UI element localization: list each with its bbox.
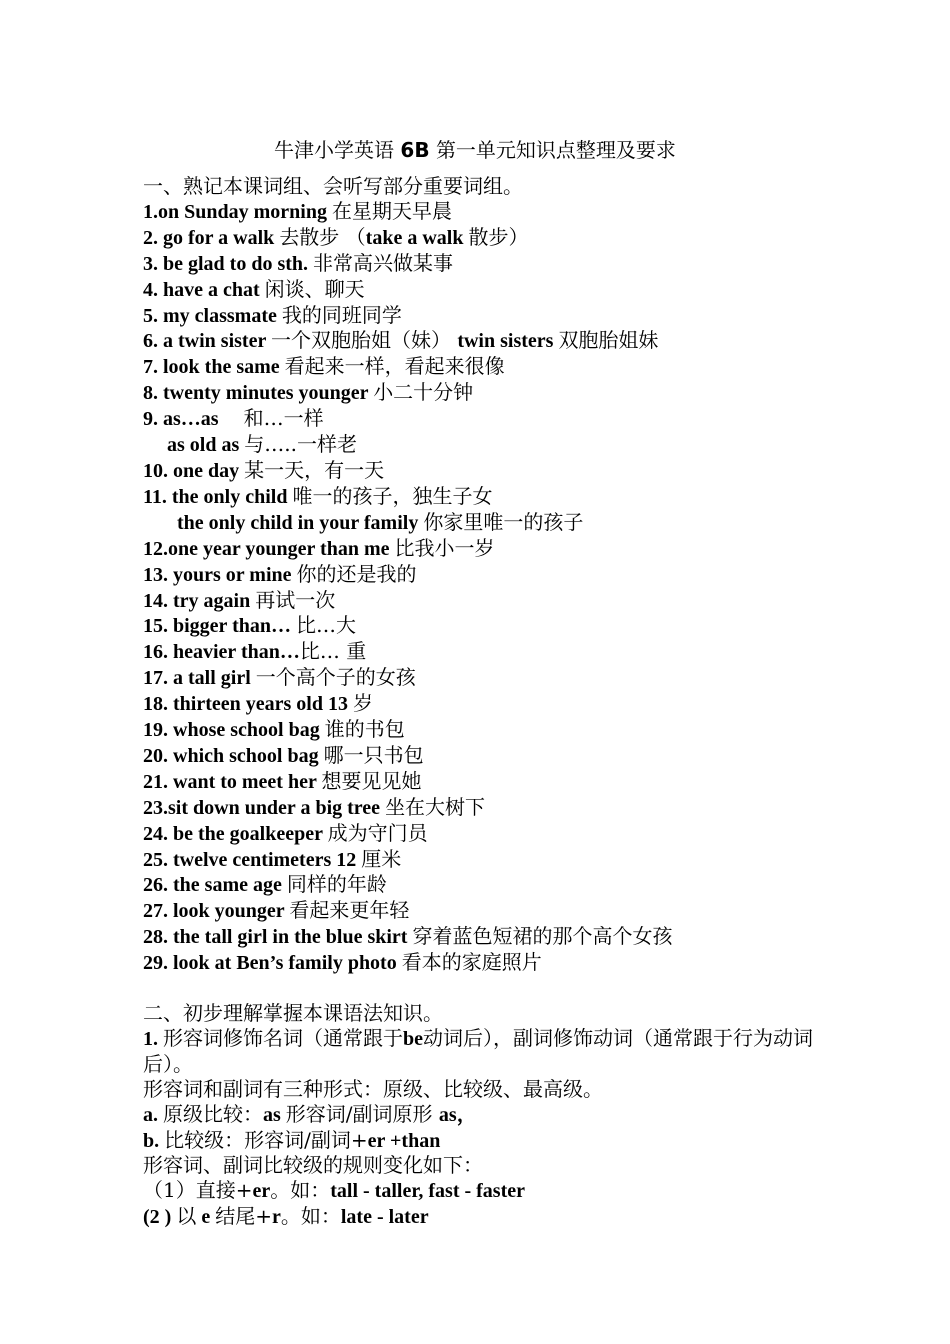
- vocab-translation: 双胞胎姐妹: [558, 328, 659, 353]
- vocab-phrase: 4. have a chat: [143, 278, 265, 301]
- grammar-positive-comparison: [143, 1102, 813, 1128]
- grammar-point-1-text-b: 动词后），副词修饰动词（通常跟于行为动词后）。: [143, 1025, 813, 1076]
- vocab-item: [143, 872, 813, 898]
- rule-2-text-b: 结尾+: [215, 1204, 272, 1229]
- vocab-translation: 去散步 （: [279, 224, 366, 249]
- vocab-translation: 我的同班同学: [281, 302, 402, 327]
- positive-form-text: 形容词/副词原形: [285, 1101, 439, 1126]
- vocab-item: [143, 898, 813, 924]
- label-b: b.: [143, 1129, 165, 1152]
- vocab-phrase: 12.one year younger than me: [143, 537, 395, 560]
- vocab-translation: 你的还是我的: [296, 561, 417, 586]
- vocab-item: [143, 432, 813, 458]
- vocab-phrase: take a walk: [365, 226, 469, 249]
- rule-1-er: er: [252, 1180, 271, 1203]
- vocab-phrase: 24. be the goalkeeper: [143, 822, 328, 845]
- vocab-translation: 某一天，有一天: [244, 457, 385, 482]
- vocab-phrase: the only child in your family: [177, 511, 424, 534]
- vocab-translation: 在星期天早晨: [331, 198, 452, 223]
- grammar-rule-2: [143, 1204, 813, 1230]
- vocab-translation: 非常高兴做某事: [313, 250, 454, 275]
- section1-heading: 一、熟记本课词组、会听写部分重要词组。: [143, 174, 523, 198]
- as-word-1: as: [263, 1103, 286, 1126]
- title-grade: 6B: [400, 138, 430, 162]
- vocab-phrase: 21. want to meet her: [143, 770, 322, 793]
- vocab-phrase: 29. look at Ben’s family photo: [143, 952, 402, 975]
- rule-2-number: (2 ): [143, 1206, 177, 1229]
- vocab-translation: 小二十分钟: [373, 380, 474, 405]
- vocab-item: [143, 380, 813, 406]
- vocab-phrase: 10. one day: [143, 459, 245, 482]
- vocab-translation: 穿着蓝色短裙的那个高个女孩: [412, 924, 673, 949]
- label-a: a.: [143, 1103, 163, 1126]
- vocab-translation: 看起来一样，看起来很像: [284, 354, 505, 379]
- vocab-list: [143, 199, 813, 976]
- vocab-translation: 成为守门员: [327, 820, 428, 845]
- grammar-point-1: [143, 1026, 813, 1077]
- vocab-item: [143, 562, 813, 588]
- title-post: 第一单元知识点整理及要求: [435, 138, 676, 162]
- er-than: er +than: [367, 1129, 441, 1152]
- vocab-item: [143, 458, 813, 484]
- vocab-translation: 谁的书包: [324, 717, 405, 742]
- vocab-phrase: 2. go for a walk: [143, 226, 280, 249]
- vocab-phrase: 3. be glad to do sth.: [143, 252, 314, 275]
- vocab-item: [143, 277, 813, 303]
- vocab-translation: 和…一样: [223, 406, 324, 431]
- vocab-item: [143, 950, 813, 976]
- rule-2-e: e: [196, 1206, 216, 1229]
- vocab-translation: 看起来更年轻: [289, 898, 410, 923]
- vocab-item: [143, 743, 813, 769]
- vocab-translation: 唯一的孩子，独生子女: [292, 483, 493, 508]
- vocab-item: [143, 406, 813, 432]
- positive-comparison-label: 原级比较：: [163, 1101, 263, 1126]
- vocab-phrase: twin sisters: [457, 330, 559, 353]
- vocab-phrase: 13. yours or mine: [143, 563, 297, 586]
- rule-1-examples: tall - taller, fast - faster: [330, 1180, 525, 1203]
- vocab-phrase: as old as: [167, 434, 245, 457]
- vocab-phrase: 16. heavier than…: [143, 641, 300, 664]
- vocab-item: [143, 354, 813, 380]
- vocab-item: [143, 251, 813, 277]
- vocab-item: [143, 484, 813, 510]
- rule-2-r: r: [271, 1206, 281, 1229]
- grammar-forms: 形容词和副词有三种形式：原级、比较级、最高级。: [143, 1076, 603, 1101]
- section-gap: [143, 976, 813, 1001]
- vocab-item: [143, 328, 813, 354]
- vocab-translation: 一个双胞胎姐（妹）: [270, 328, 458, 353]
- vocab-item: [143, 225, 813, 251]
- vocab-item: [143, 303, 813, 329]
- vocab-phrase: 6. a twin sister: [143, 330, 271, 353]
- vocab-item: [143, 821, 813, 847]
- vocab-phrase: 25. twelve centimeters 12: [143, 848, 362, 871]
- vocab-translation: 闲谈、聊天: [264, 276, 365, 301]
- vocab-translation: 比…大: [295, 613, 356, 638]
- vocab-item: [143, 795, 813, 821]
- grammar-point-1-number: 1.: [143, 1027, 163, 1050]
- document-body: [143, 174, 813, 1230]
- vocab-phrase: 23.sit down under a big tree: [143, 796, 386, 819]
- vocab-phrase: 15. bigger than…: [143, 615, 296, 638]
- vocab-item: [143, 665, 813, 691]
- vocab-phrase: 9. as…as: [143, 408, 224, 431]
- title-pre: 牛津小学英语: [274, 138, 395, 162]
- grammar-rule-1: [143, 1178, 813, 1204]
- section2-heading: 二、初步理解掌握本课语法知识。: [143, 1000, 443, 1025]
- vocab-phrase: 11. the only child: [143, 485, 293, 508]
- vocab-item: [143, 769, 813, 795]
- vocab-item: [143, 847, 813, 873]
- vocab-phrase: 5. my classmate: [143, 304, 282, 327]
- vocab-phrase: 18. thirteen years old 13: [143, 693, 353, 716]
- vocab-phrase: 26. the same age: [143, 874, 287, 897]
- vocab-translation: 看本的家庭照片: [401, 950, 542, 975]
- vocab-translation: 比我小一岁: [394, 535, 495, 560]
- vocab-phrase: 7. look the same: [143, 356, 285, 379]
- vocab-item: [143, 613, 813, 639]
- vocab-translation: 岁: [352, 691, 373, 716]
- vocab-phrase: 19. whose school bag: [143, 719, 325, 742]
- vocab-phrase: 20. which school bag: [143, 744, 324, 767]
- vocab-translation: 比… 重: [299, 639, 367, 664]
- vocab-phrase: 17. a tall girl: [143, 667, 256, 690]
- vocab-translation: 一个高个子的女孩: [255, 665, 416, 690]
- rule-2-example-label: 。如：: [280, 1204, 341, 1229]
- vocab-translation: 与…..一样老: [244, 432, 357, 457]
- vocab-translation: 再试一次: [255, 587, 336, 612]
- vocab-phrase: 8. twenty minutes younger: [143, 382, 374, 405]
- rule-1-label: （1）直接+: [143, 1178, 253, 1203]
- vocab-translation: 厘米: [361, 846, 402, 871]
- vocab-phrase: 1.on Sunday morning: [143, 200, 332, 223]
- vocab-item: [143, 588, 813, 614]
- vocab-item: [143, 536, 813, 562]
- vocab-phrase: 14. try again: [143, 589, 256, 612]
- page-title: [0, 137, 950, 163]
- as-word-2: as，: [438, 1103, 477, 1126]
- vocab-item: [143, 717, 813, 743]
- vocab-phrase: 28. the tall girl in the blue skirt: [143, 926, 413, 949]
- vocab-translation: 坐在大树下: [385, 794, 486, 819]
- vocab-item: [143, 639, 813, 665]
- vocab-phrase: 27. look younger: [143, 900, 290, 923]
- grammar-comparative: [143, 1128, 813, 1154]
- rule-2-examples: late - later: [340, 1206, 429, 1229]
- vocab-translation: 你家里唯一的孩子: [423, 509, 584, 534]
- grammar-rules-intro: 形容词、副词比较级的规则变化如下：: [143, 1153, 483, 1178]
- grammar-point-1-be: be: [403, 1027, 423, 1050]
- vocab-item: [143, 510, 813, 536]
- comparative-label: 比较级：形容词/副词+: [164, 1127, 368, 1152]
- rule-2-text-a: 以: [176, 1204, 197, 1229]
- vocab-item: [143, 691, 813, 717]
- vocab-item: [143, 924, 813, 950]
- vocab-translation: 同样的年龄: [286, 872, 387, 897]
- rule-1-example-label: 。如：: [270, 1178, 331, 1203]
- vocab-translation: 哪一只书包: [323, 742, 424, 767]
- vocab-translation: 散步）: [468, 224, 529, 249]
- vocab-item: [143, 199, 813, 225]
- vocab-translation: 想要见见她: [321, 768, 422, 793]
- grammar-point-1-text-a: 形容词修饰名词（通常跟于: [163, 1025, 403, 1050]
